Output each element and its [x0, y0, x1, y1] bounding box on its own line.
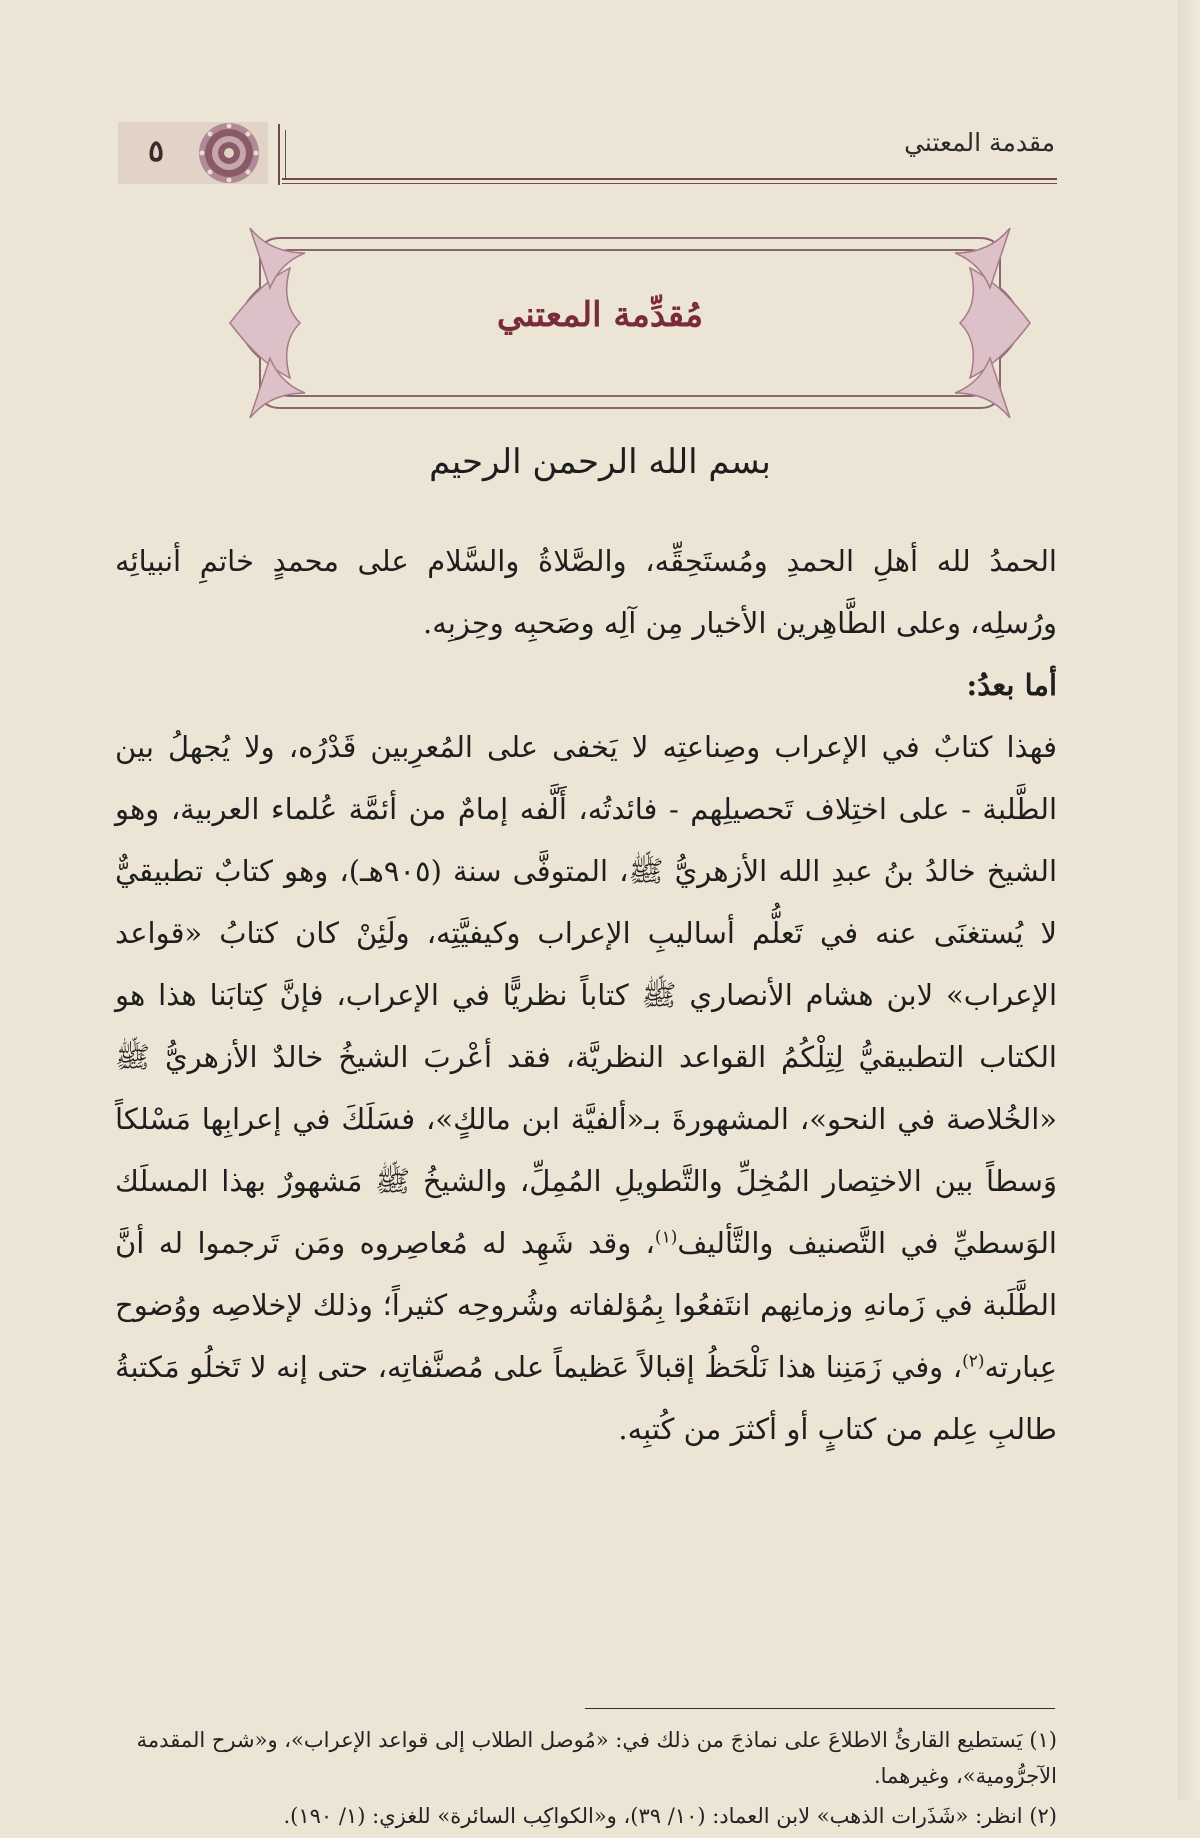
main-paragraph-text: ، وقد شَهِد له مُعاصِروه ومَن تَرجموا له أنَّ الطَّلَبة في زَمانهِ وزمانِهم انتَفعُوا بِمُؤلفاته وشُروحِه كثيراً؛ وذلك لإخلاصِه ووُضوح عِبارته [115, 1226, 1057, 1384]
basmala: بسم الله الرحمن الرحيم [429, 442, 771, 482]
main-paragraph [115, 716, 1057, 1460]
page-edge [1178, 0, 1200, 1800]
running-title: مقدمة المعتني [904, 128, 1055, 157]
amma-bad: أما بعدُ: [966, 668, 1057, 702]
chapter-title: مُقدِّمة المعتني [496, 295, 704, 335]
rosette-ornament-icon [196, 120, 262, 186]
footnote-ref-2[interactable]: (٢) [962, 1351, 985, 1372]
footnote-separator [585, 1708, 1055, 1709]
footnote-ref-1[interactable]: (١) [654, 1227, 678, 1248]
main-paragraph-text: ، وفي زَمَنِنا هذا نَلْحَظُ إقبالاً عَظيماً على مُصنَّفاتِه، حتى إنه لا تَخلُو مَكتبةُ طالبِ عِلم من كتابٍ أو أكثرَ من كُتبِه. [115, 1350, 1057, 1446]
header-divider [278, 124, 280, 185]
header-divider [285, 130, 286, 180]
main-paragraph-text: فهذا كتابٌ في الإعراب وصِناعتِه لا يَخفى على المُعرِبين قَدْرُه، ولا يُجهلُ بين الطَّلبة - على اختِلاف تَحصيلِهم - فائدتُه، أَلَّفه إمامٌ من أئمَّة عُلماء العربية، وهو الشيخ خالدُ بنُ عبدِ الله الأزهريُّ ﷺ، المتوفَّى سنة (٩٠٥هـ)، وهو كتابٌ تطبيقيٌّ لا يُستغنَى عنه في تَعلُّم أساليبِ الإعراب وكيفيَّتِه، ولَئِنْ كان كتابُ «قواعد الإعراب» لابن هشام الأنصاري ﷺ كتاباً نظريًّا في الإعراب، فإنَّ كِتابَنا هذا هو الكتاب التطبيقيُّ لِتِلْكُمُ القواعد النظريَّة، فقد أعْربَ الشيخُ خالدٌ الأزهريُّ ﷺ «الخُلاصة في النحو»، المشهورةَ بـ«ألفيَّة ابن مالكٍ»، فسَلَكَ في إعرابِها مَسْلكاً وَسطاً بين الاختِصار المُخِلِّ والتَّطويلِ المُمِلِّ، والشيخُ ﷺ مَشهورٌ بهذا المسلَك الوَسطيِّ في التَّصنيف والتَّأليف [115, 730, 1058, 1260]
footnote-1: (١) يَستطيع القارئُ الاطلاعَ على نماذجَ من ذلك في: «مُوصل الطلاب إلى قواعد الإعراب»، و«شرح المقدمة الآجرُّومية»، وغيرهما. [136, 1728, 1057, 1788]
body-text [115, 530, 1057, 1460]
header-rule [282, 178, 1057, 180]
opening-paragraph: الحمدُ لله أهلِ الحمدِ ومُستَحِقِّه، والصَّلاةُ والسَّلام على محمدٍ خاتمِ أنبيائِه ورُسلِه، وعلى الطَّاهِرين الأخيار مِن آلِه وصَحبِه وحِزبِه. [115, 544, 1057, 640]
footnote-2: (٢) انظر: «شَذَرات الذهب» لابن العماد: (١٠/ ٣٩)، و«الكواكِب السائرة» للغزي: (١/ ١٩٠). [283, 1804, 1057, 1828]
footnotes [115, 1722, 1057, 1838]
page-number: ٥ [147, 134, 165, 169]
header-rule [282, 183, 1057, 184]
